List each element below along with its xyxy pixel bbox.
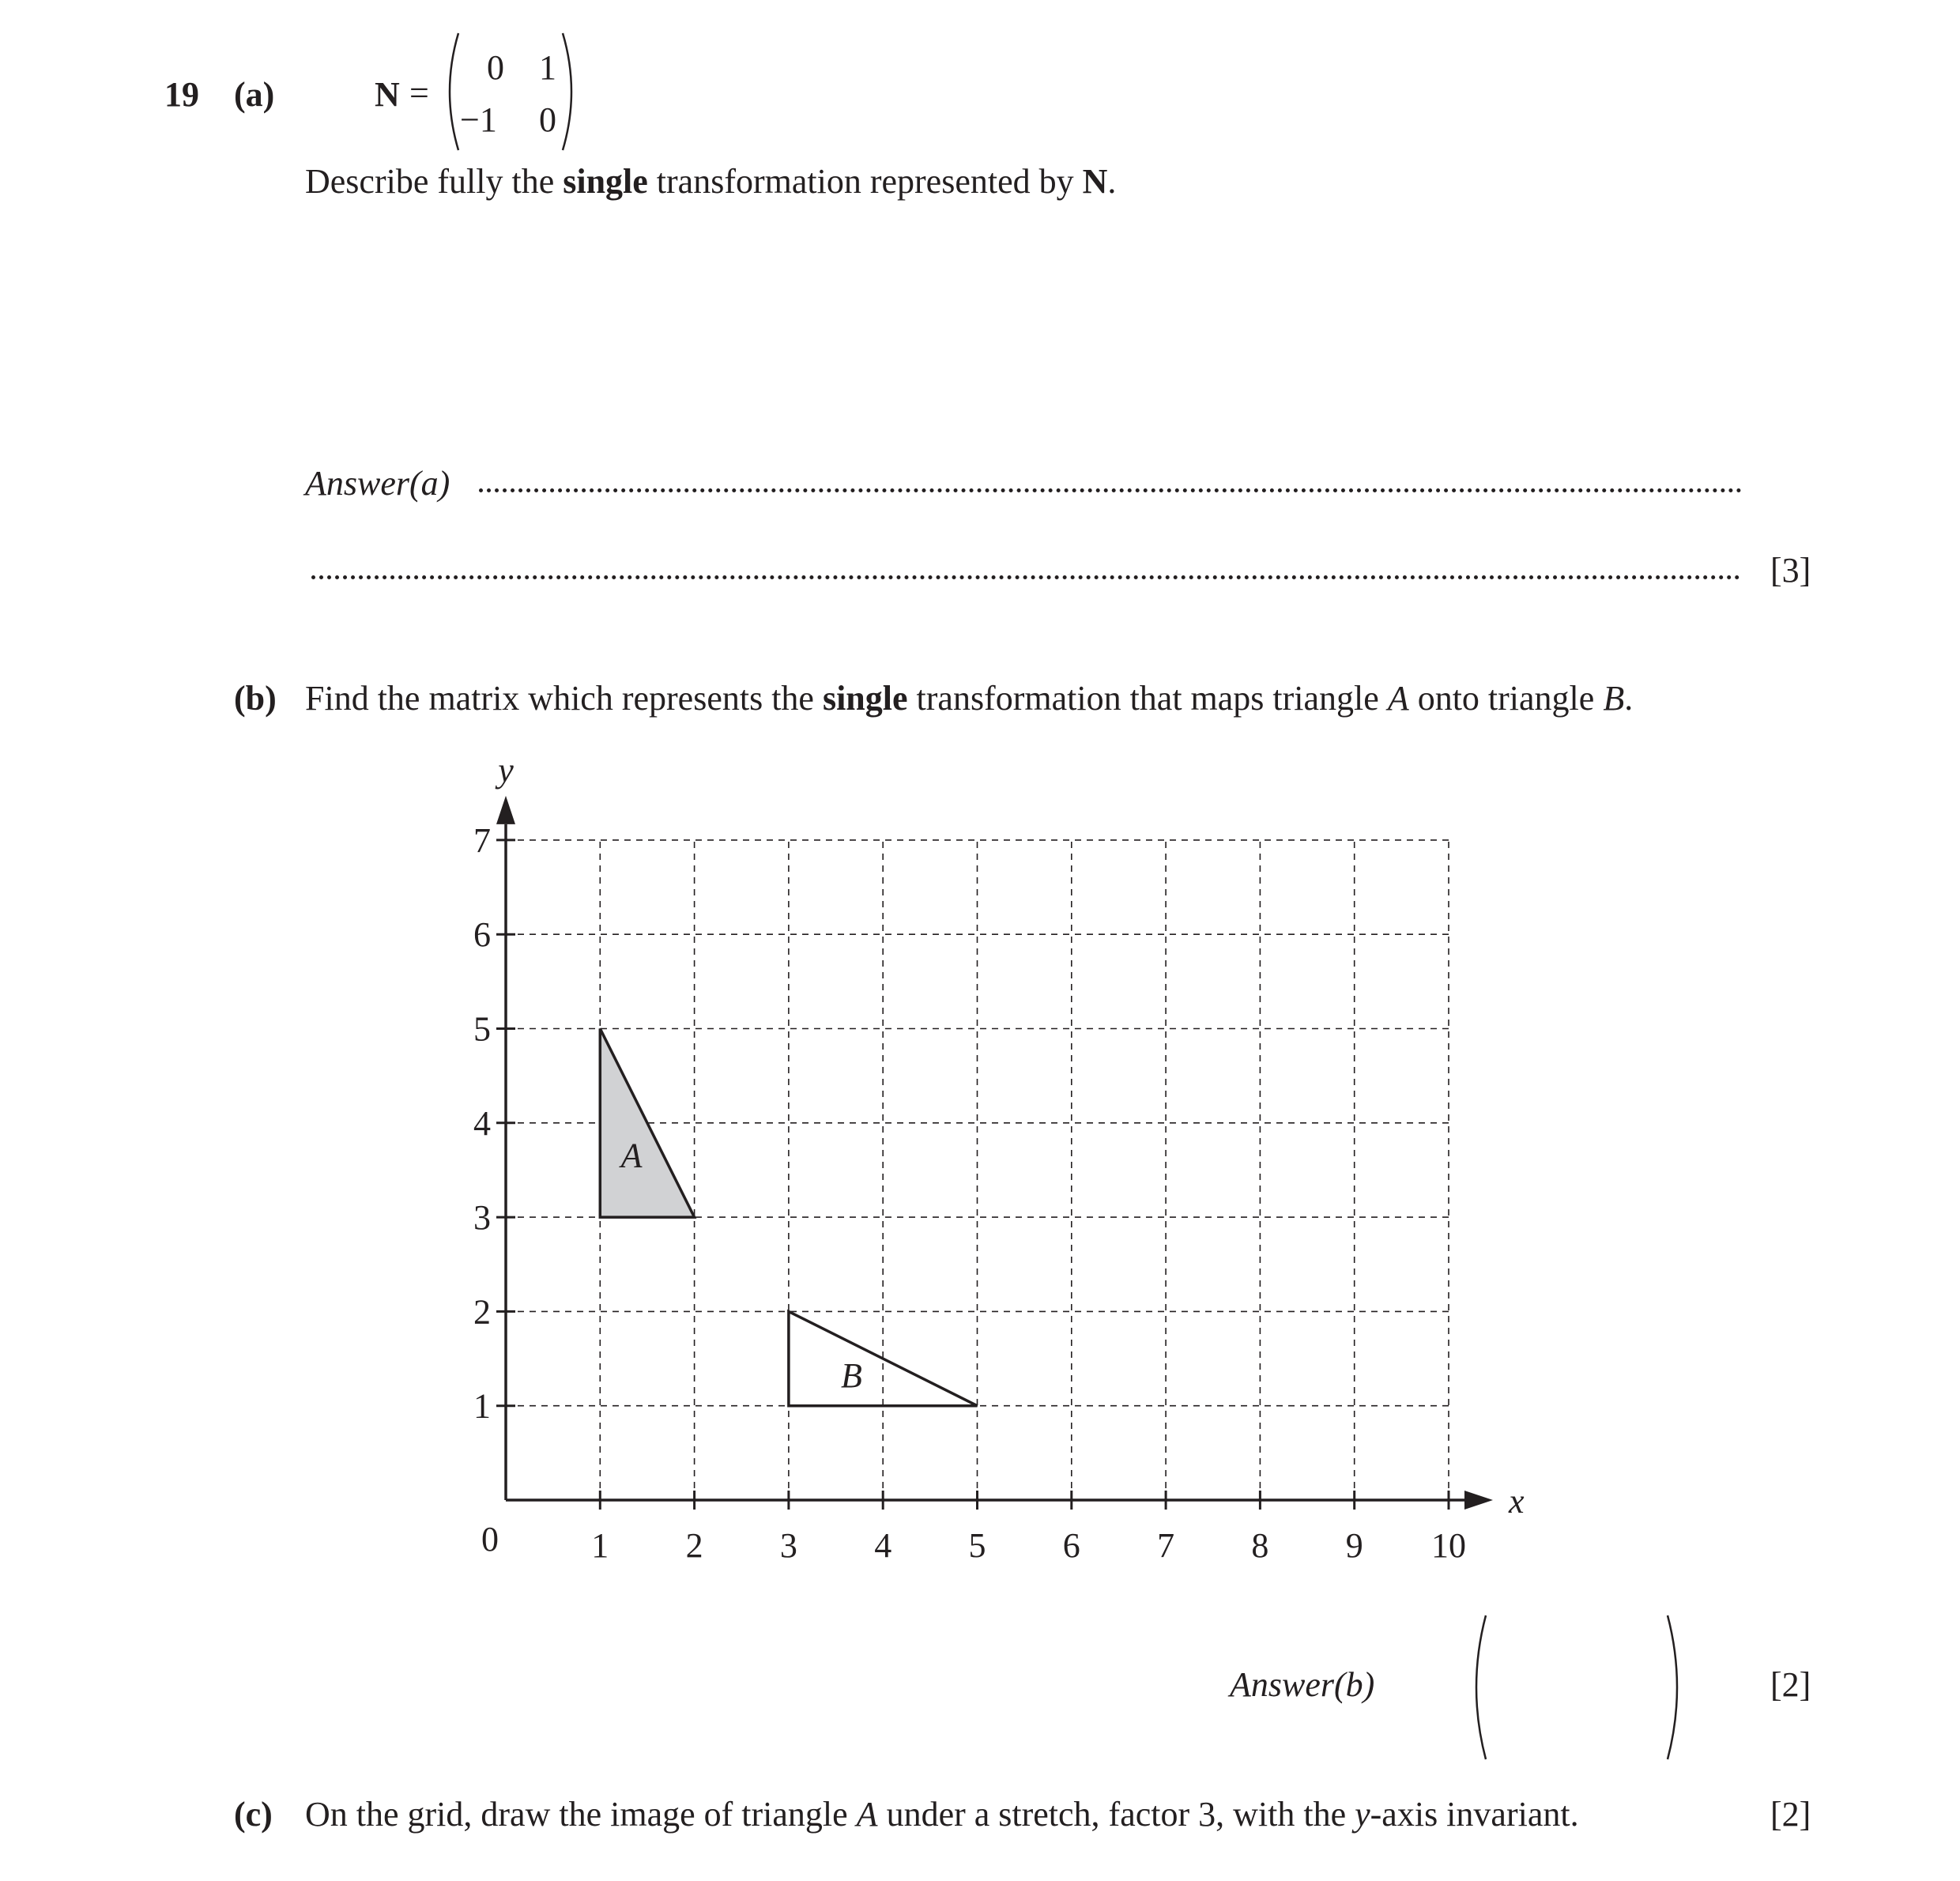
x-tick-label-10: 10	[1431, 1526, 1466, 1565]
part-a-marks: [3]	[1770, 551, 1811, 590]
triangle-a-label: A	[620, 1136, 643, 1175]
matrix-n-r1c1: 0	[487, 48, 504, 87]
x-tick-label-9: 9	[1345, 1526, 1363, 1565]
x-axis-label: x	[1509, 1482, 1525, 1521]
answer-a-label: Answer(a)	[305, 464, 450, 503]
part-b-label: (b)	[234, 679, 277, 718]
x-tick-label-1: 1	[591, 1526, 609, 1565]
y-tick-label-4: 4	[473, 1103, 491, 1143]
answer-b-matrix[interactable]	[1470, 1612, 1683, 1762]
x-tick-label-5: 5	[968, 1526, 986, 1565]
part-a-prompt: Describe fully the single transformation represented by N.	[305, 162, 1117, 201]
x-tick-label-2: 2	[685, 1526, 703, 1565]
y-tick-label-7: 7	[473, 820, 491, 860]
y-tick-label-1: 1	[473, 1386, 491, 1426]
x-tick-label-8: 8	[1251, 1526, 1269, 1565]
part-c-label: (c)	[234, 1795, 273, 1834]
matrix-name: N	[375, 75, 400, 114]
question-number: 19	[164, 75, 199, 114]
x-tick-label-7: 7	[1157, 1526, 1175, 1565]
part-c-prompt: On the grid, draw the image of triangle A under a stretch, factor 3, with the y-axis invariant.	[305, 1795, 1579, 1834]
x-tick-label-3: 3	[779, 1526, 797, 1565]
y-tick-label-5: 5	[473, 1009, 491, 1049]
part-b-marks: [2]	[1770, 1665, 1811, 1704]
part-c-marks: [2]	[1770, 1795, 1811, 1834]
triangle-a	[600, 1029, 694, 1218]
answer-b-label: Answer(b)	[1230, 1665, 1375, 1704]
matrix-equals: =	[409, 74, 429, 112]
x-axis-arrow	[1464, 1491, 1493, 1510]
y-tick-label-2: 2	[473, 1292, 491, 1332]
x-tick-label-4: 4	[874, 1526, 892, 1565]
y-axis-arrow	[496, 796, 515, 824]
matrix-n-r1c2: 1	[539, 48, 556, 87]
matrix-n-r2c1: −1	[460, 100, 497, 139]
triangle-b-label: B	[840, 1355, 862, 1395]
part-a-label: (a)	[234, 75, 275, 114]
origin-label: 0	[481, 1520, 499, 1559]
x-tick-label-6: 6	[1062, 1526, 1080, 1565]
y-tick-label-6: 6	[473, 915, 491, 955]
y-tick-label-3: 3	[473, 1198, 491, 1238]
matrix-n-r2c2: 0	[539, 100, 556, 139]
y-axis-label: y	[498, 750, 514, 790]
part-b-prompt: Find the matrix which represents the single transformation that maps triangle A onto triangle B.	[305, 679, 1634, 718]
triangles	[600, 1029, 977, 1406]
